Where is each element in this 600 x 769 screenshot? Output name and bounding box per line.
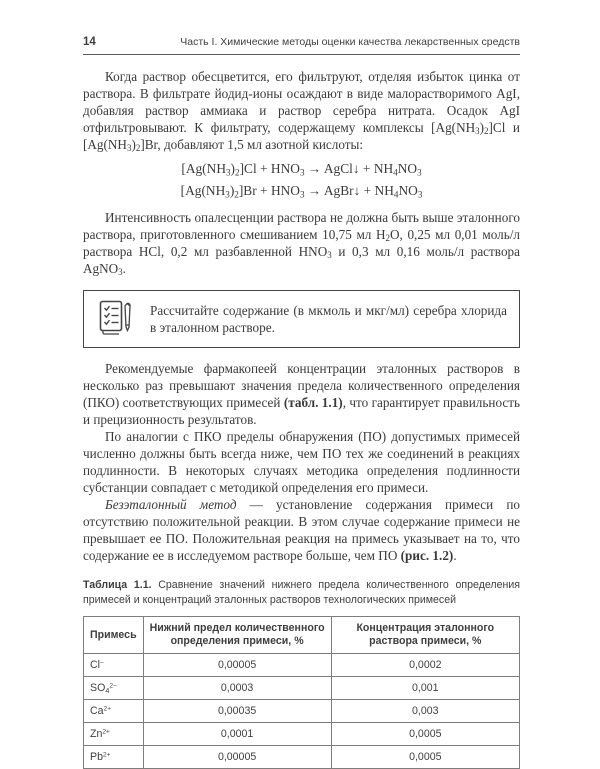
loq-value-cell: 0,00035 [143, 700, 331, 723]
reference-value-cell: 0,003 [331, 700, 519, 723]
loq-value-cell: 0,00005 [143, 746, 331, 769]
header-row [84, 617, 520, 654]
paragraph: Безэталонный метод — установление содержания примеси по отсутствию положительной реакции. В этом случае содержание примеси не превышает ее ПО. Положительная реакция на примесь указывает на то, что содержание ее в исследуемом растворе больше, чем ПО (рис. 1.2). [83, 497, 520, 563]
impurity-cell: $Ca^{2+}$ [84, 700, 144, 723]
note-text: Рассчитайте содержание (в мкмоль и мкг/мл) серебра хлорида в эталонном растворе. [150, 303, 507, 335]
impurity-cell: $Zn^{2+}$ [84, 723, 144, 746]
table-row [84, 723, 520, 746]
reference-value-cell: 0,001 [331, 677, 519, 700]
loq-value-cell: 0,0001 [143, 723, 331, 746]
impurity-table-body [84, 654, 520, 769]
impurity-cell: Cl− [84, 654, 144, 677]
equation-block [83, 158, 520, 202]
running-title: Часть I. Химические методы оценки качества лекарственных средств [180, 36, 520, 48]
equation-line: $[Ag(NH_3)_2]Br + HNO_3$ → AgBr↓ + $NH_4NO_3$ [180, 183, 423, 200]
impurity-table-head [84, 617, 520, 654]
page-number: 14 [83, 36, 96, 48]
checklist-pen-icon [96, 299, 136, 339]
reference-value-cell: 0,0005 [331, 723, 519, 746]
paragraph: По аналогии с ПКО пределы обнаружения (ПО) допустимых примесей численно должны быть всегда ниже, чем ПО тех же соединений в реакциях подлинности. В некоторых случаях методика определения подлинности субстанции совпадает с методикой определения его примеси. [83, 429, 520, 495]
table-row [84, 746, 520, 769]
table-row [84, 700, 520, 723]
loq-value-cell: 0,00005 [143, 654, 331, 677]
table-row [84, 677, 520, 700]
table-caption-label: Таблица 1.1. [83, 579, 152, 591]
column-header-loq: Нижний предел количественного определения примеси, % [143, 617, 331, 654]
paragraph: Интенсивность опалесценции раствора не должна быть выше эталонного раствора, приготовленного смешиванием 10,75 мл $H_2O$, 0,25 мл 0,01 моль/л раствора HCl, 0,2 мл разбавленной $HNO_3$ и 0,3 мл 0,16 моль/л раствора AgNO$_3$. [83, 210, 520, 278]
impurity-table [83, 616, 520, 769]
equation-line: $[Ag(NH_3)_2]Cl + HNO_3$ → AgCl↓ + $NH_4NO_3$ [181, 161, 422, 178]
column-header-reference: Концентрация эталонного раствора примеси, % [331, 617, 519, 654]
note-box [83, 290, 520, 348]
paragraph: Рекомендуемые фармакопеей концентрации эталонных растворов в несколько раз превышают значения предела количественного определения (ПКО) соответствующих примесей (табл. 1.1), что гарантирует правильность и прецизионность результатов. [83, 361, 520, 427]
column-header-impurity: Примесь [84, 617, 144, 654]
running-head [83, 36, 520, 55]
paragraph: Когда раствор обесцветится, его фильтруют, отделяя избыток цинка от раствора. В фильтрате йодид-ионы осаждают в виде малорастворимого AgI, добавляя раствор аммиака и раствор серебра нитрата. Осадок AgI отфильтровывают. К фильтрату, содержащему комплексы $[Ag(NH_3)_2]Cl$ и $[Ag(NH_3)_2]Br$, добавляют 1,5 мл азотной кислоты: [83, 69, 520, 154]
impurity-cell: $SO_4^{2-}$ [84, 677, 144, 700]
reference-value-cell: 0,0002 [331, 654, 519, 677]
reference-value-cell: 0,0005 [331, 746, 519, 769]
table-row [84, 654, 520, 677]
table-caption [83, 578, 520, 607]
loq-value-cell: 0,0003 [143, 677, 331, 700]
impurity-cell: $Pb^{2+}$ [84, 746, 144, 769]
body-text [83, 68, 520, 564]
table-caption-text: Сравнение значений нижнего предела количественного определения примесей и концентраций эталонных растворов технологических примесей [83, 579, 520, 606]
